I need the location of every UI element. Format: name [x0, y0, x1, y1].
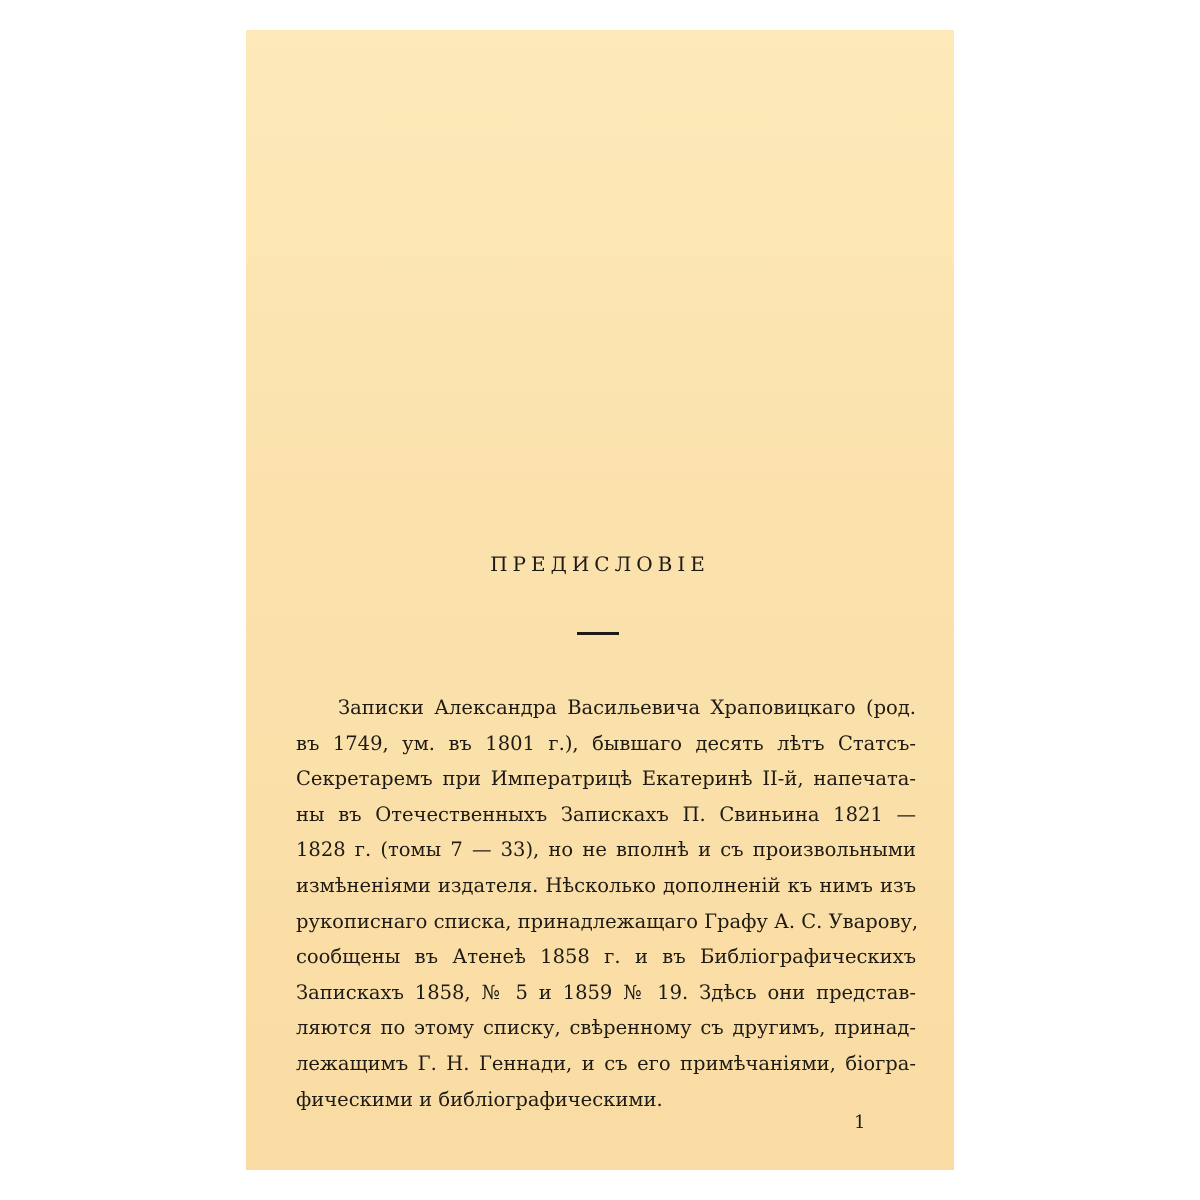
page-title: ПРЕДИСЛОВІЕ	[490, 552, 710, 576]
page-number: 1	[854, 1112, 866, 1133]
text-line: ны въ Отечественныхъ Запискахъ П. Свиньина 1821 —	[296, 802, 916, 826]
title-divider	[577, 632, 619, 635]
text-line: измѣненіями издателя. Нѣсколько дополненій къ нимъ изъ	[296, 873, 916, 897]
text-line: фическими и библіографическими.	[296, 1087, 663, 1111]
text-line: сообщены въ Атенеѣ 1858 г. и въ Библіографическихъ	[296, 945, 916, 969]
text-line: 1828 г. (томы 7 — 33), но не вполнѣ и съ произвольными	[296, 838, 916, 862]
text-line: въ 1749, ум. въ 1801 г.), бывшаго десять лѣтъ Статсъ-	[296, 731, 916, 755]
text-line: лежащимъ Г. Н. Геннади, и съ его примѣчаніями, біогра-	[296, 1051, 916, 1075]
preface-text	[296, 690, 919, 1117]
book-page	[246, 30, 954, 1170]
text-line: ляются по этому списку, свѣренному съ другимъ, принад-	[296, 1016, 916, 1040]
text-line: рукописнаго списка, принадлежащаго Графу А. С. Уварову,	[296, 909, 919, 933]
text-line: Запискахъ 1858, № 5 и 1859 № 19. Здѣсь они представ-	[296, 980, 916, 1004]
text-line: Секретаремъ при Императрицѣ Екатеринѣ II-й, напечата-	[296, 767, 916, 791]
text-line: Записки Александра Васильевича Храповицкаго (род.	[338, 696, 916, 719]
